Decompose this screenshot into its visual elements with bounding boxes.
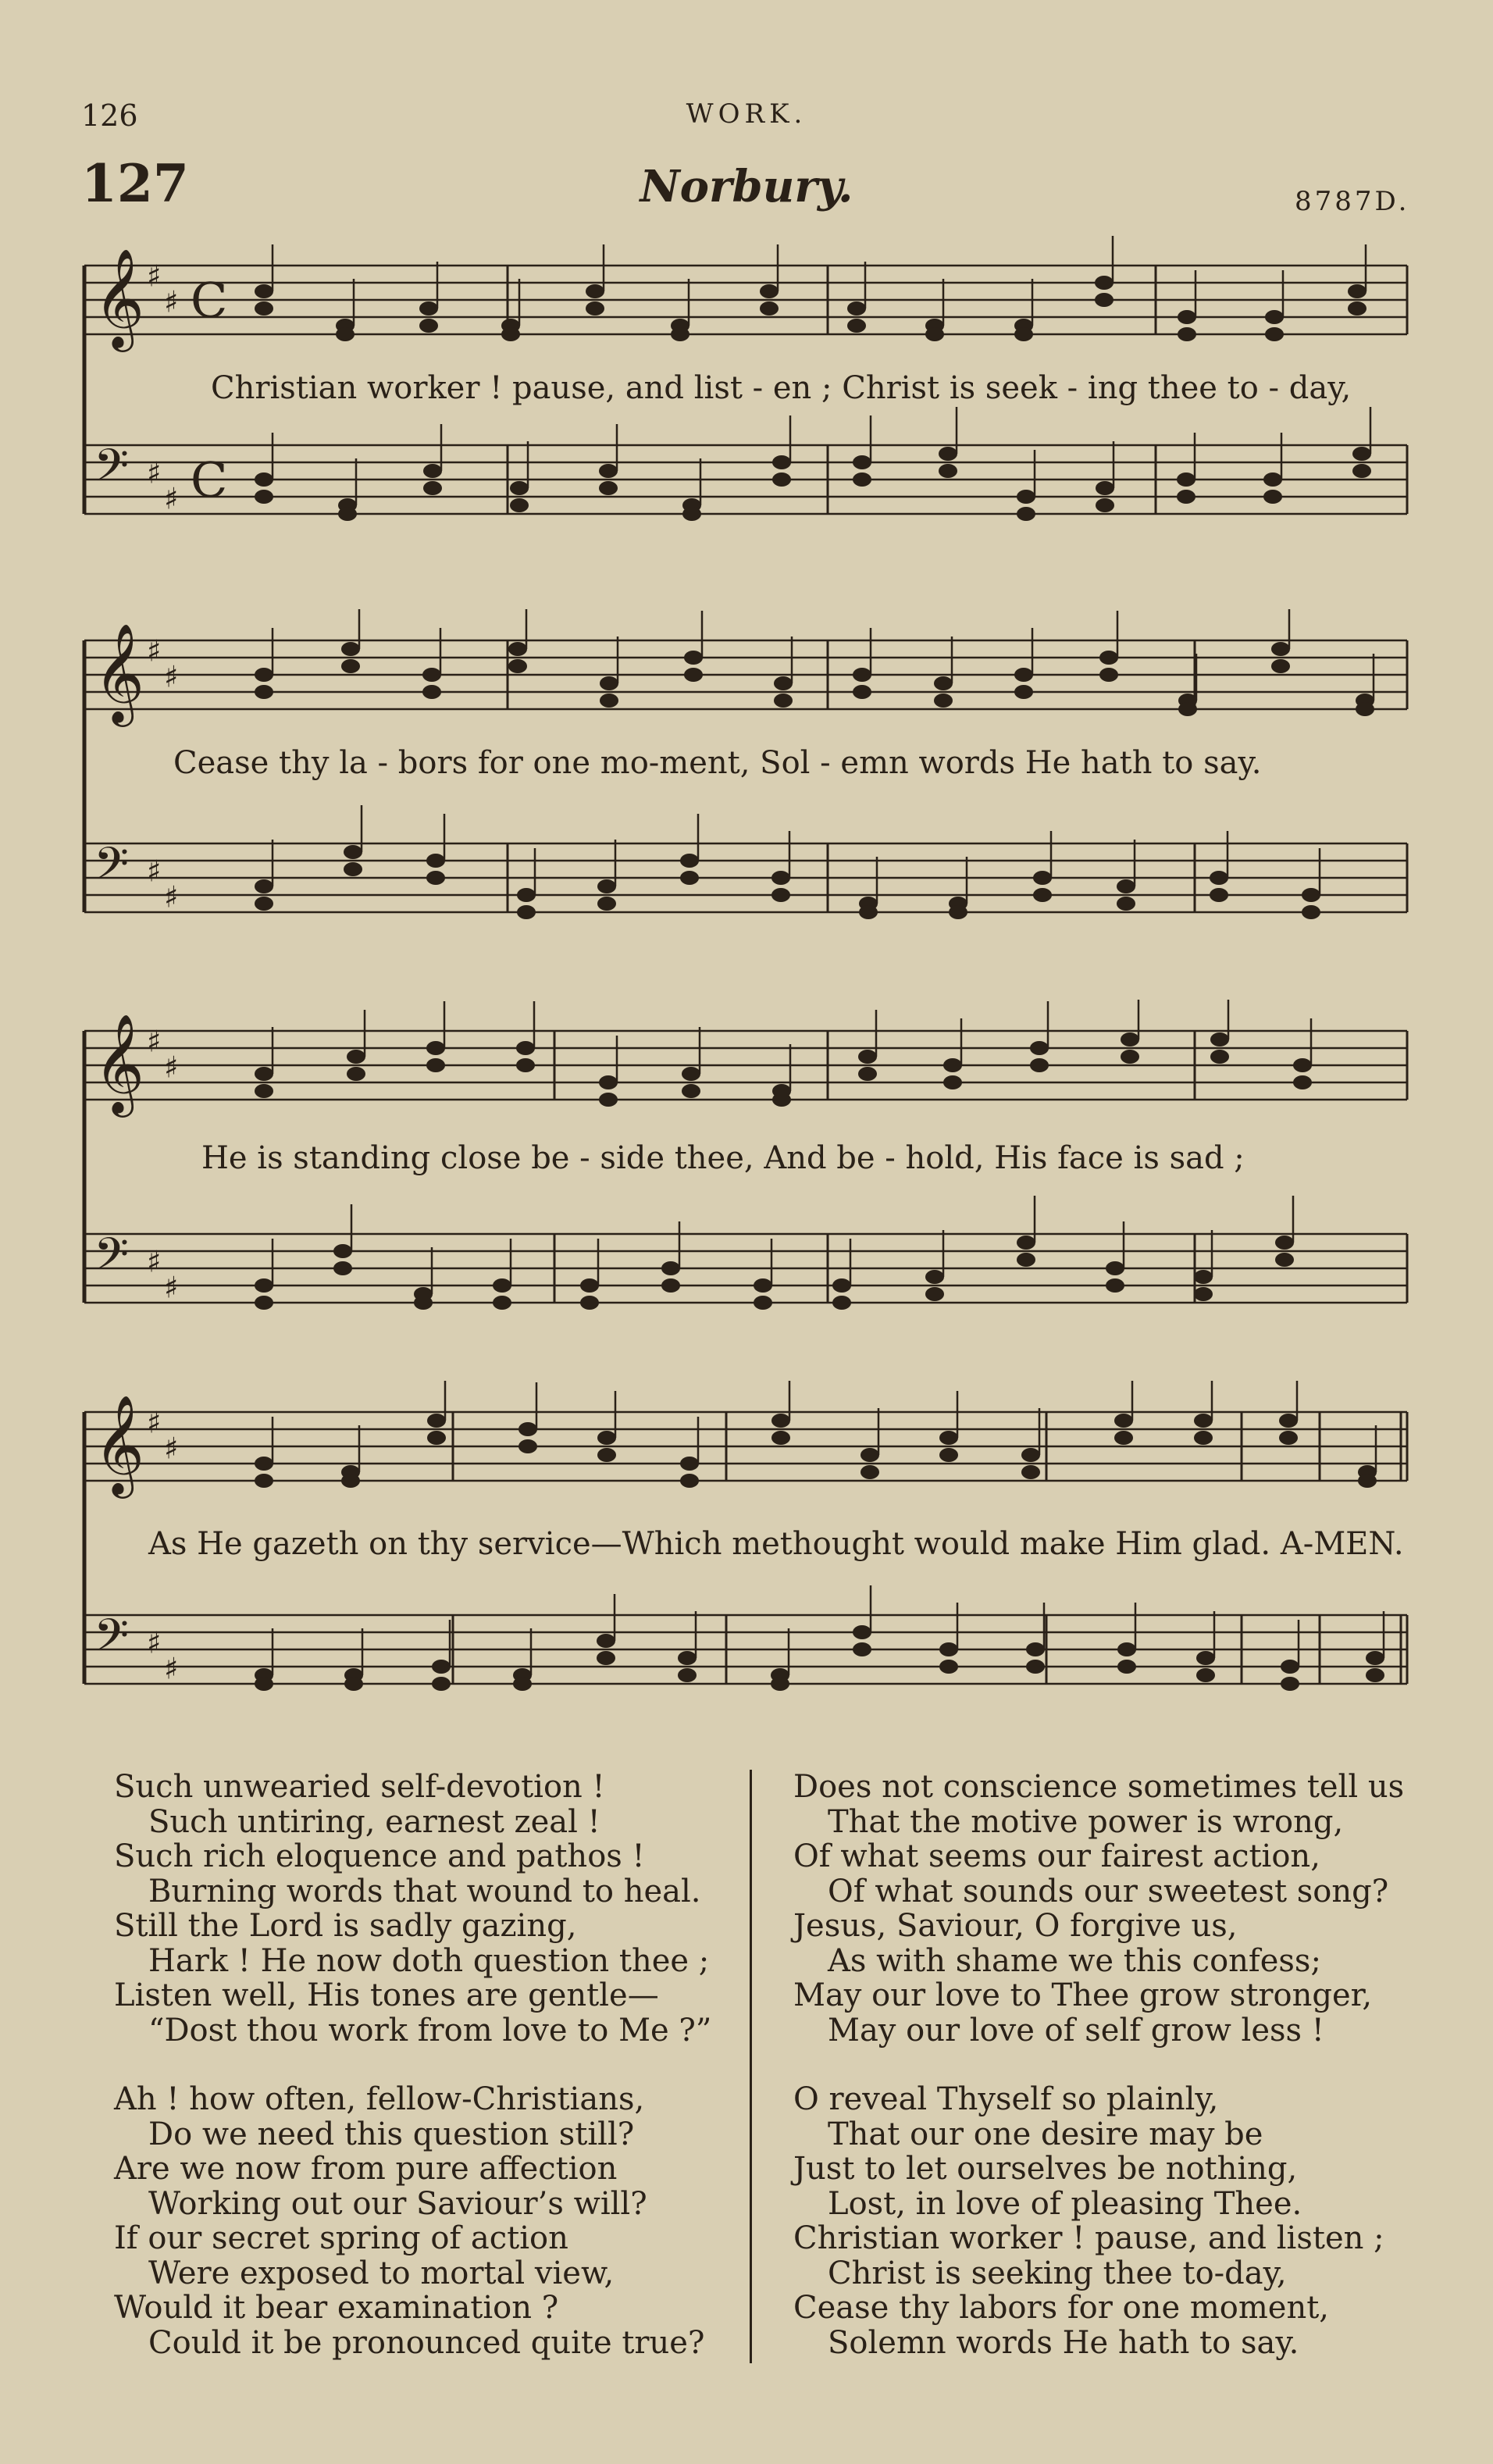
notehead: [853, 472, 871, 487]
notehead: [934, 676, 953, 690]
notehead: [255, 1296, 273, 1310]
verse-line: May our love to Thee grow stronger,: [793, 1977, 1373, 2013]
notehead: [1096, 481, 1114, 495]
tune-name: Norbury.: [640, 161, 853, 212]
notehead: [344, 1677, 363, 1691]
verse-line: Still the Lord is sadly gazing,: [114, 1908, 577, 1944]
notehead: [516, 1058, 535, 1072]
notehead: [426, 1041, 445, 1055]
notehead: [599, 464, 618, 478]
bass-clef-icon: 𝄢: [94, 1609, 130, 1674]
notehead: [1348, 301, 1367, 316]
notehead: [1021, 1448, 1040, 1462]
notehead: [934, 694, 953, 708]
notehead: [1302, 888, 1320, 902]
notehead: [858, 1050, 877, 1064]
verses-left-column: [114, 1770, 711, 2394]
notehead: [853, 668, 871, 682]
notehead: [678, 1668, 697, 1682]
notehead: [1014, 668, 1033, 682]
sharp-icon: ♯: [164, 1270, 179, 1305]
notehead: [1177, 472, 1195, 487]
notehead: [510, 498, 529, 512]
notehead: [1014, 327, 1033, 341]
notehead: [599, 1093, 618, 1107]
notehead: [1279, 1431, 1298, 1445]
notehead: [597, 879, 616, 893]
notehead: [599, 481, 618, 495]
notehead: [1366, 1651, 1384, 1665]
notehead: [347, 1067, 365, 1081]
notehead: [427, 1414, 446, 1428]
notehead: [772, 1093, 791, 1107]
bass-clef-icon: 𝄢: [94, 1228, 130, 1293]
notehead: [684, 651, 703, 665]
notehead: [427, 1431, 446, 1445]
notehead: [1095, 276, 1114, 290]
verse-line: Of what seems our fairest action,: [793, 1838, 1320, 1874]
notehead: [1017, 490, 1035, 504]
bass-clef-icon: 𝄢: [94, 439, 130, 504]
notehead: [1099, 668, 1118, 682]
notehead: [1178, 310, 1196, 324]
notehead: [1033, 871, 1052, 885]
verse-line: Listen well, His tones are gentle—: [114, 1977, 659, 2013]
notehead: [680, 1474, 699, 1488]
notehead: [1178, 702, 1197, 716]
notehead: [516, 1041, 535, 1055]
notehead: [754, 1296, 772, 1310]
verse-line: Such rich eloquence and pathos !: [114, 1838, 645, 1874]
notehead: [333, 1244, 352, 1258]
verse-line: Burning words that wound to heal.: [148, 1873, 701, 1910]
common-time-icon: C: [191, 451, 228, 508]
section-title: WORK.: [686, 98, 807, 130]
notehead: [1263, 472, 1282, 487]
verse-line: Working out our Saviour’s will?: [148, 2185, 647, 2222]
sharp-icon: ♯: [147, 854, 162, 889]
notehead: [853, 1642, 871, 1656]
notehead: [1114, 1431, 1133, 1445]
notehead: [255, 1278, 273, 1293]
notehead: [939, 1660, 958, 1674]
notehead: [754, 1278, 772, 1293]
notehead: [1281, 1660, 1299, 1674]
notehead: [1114, 1414, 1133, 1428]
notehead: [771, 1414, 790, 1428]
verse-line: Of what sounds our sweetest song?: [828, 1873, 1389, 1910]
notehead: [1302, 905, 1320, 919]
notehead: [939, 1431, 958, 1445]
notehead: [419, 301, 438, 316]
verse-line: “Dost thou work from love to Me ?”: [148, 2012, 712, 2049]
notehead: [333, 1261, 352, 1275]
notehead: [853, 1625, 871, 1639]
notehead: [859, 905, 878, 919]
notehead: [422, 668, 441, 682]
sharp-icon: ♯: [147, 1405, 162, 1440]
notehead: [423, 464, 442, 478]
notehead: [939, 1642, 958, 1656]
notehead: [347, 1050, 365, 1064]
notehead: [336, 327, 355, 341]
sharp-icon: ♯: [147, 1024, 162, 1059]
notehead: [943, 1075, 962, 1089]
notehead: [597, 1448, 616, 1462]
sharp-icon: ♯: [164, 1050, 179, 1085]
notehead: [1196, 1651, 1215, 1665]
notehead: [255, 897, 273, 911]
lyric-line-4: As He gazeth on thy service—Which methought would make Him glad. A-MEN.: [148, 1526, 1404, 1562]
notehead: [949, 905, 967, 919]
notehead: [338, 507, 357, 521]
sharp-icon: ♯: [147, 1244, 162, 1279]
notehead: [1275, 1236, 1294, 1250]
notehead: [1210, 1032, 1229, 1047]
verses-right-column: [793, 1770, 1404, 2394]
verse-line: Were exposed to mortal view,: [148, 2255, 615, 2291]
notehead: [255, 472, 273, 487]
verse-line: As with shame we this confess;: [828, 1942, 1321, 1979]
notehead: [1117, 1660, 1136, 1674]
notehead: [1177, 490, 1195, 504]
notehead: [1178, 327, 1196, 341]
notehead: [760, 284, 779, 298]
hymn-number: 127: [81, 153, 189, 214]
lyric-line-2: Cease thy la - bors for one mo-ment, Sol - emn words He hath to say.: [173, 745, 1262, 781]
notehead: [774, 676, 793, 690]
notehead: [925, 1270, 944, 1284]
notehead: [344, 845, 362, 859]
column-divider: [750, 1770, 752, 2363]
notehead: [847, 319, 866, 333]
notehead: [1030, 1058, 1049, 1072]
sharp-icon: ♯: [147, 455, 162, 490]
verse-line: Jesus, Saviour, O forgive us,: [793, 1908, 1238, 1944]
notehead: [682, 1067, 700, 1081]
notehead: [1099, 651, 1118, 665]
stanza-2: [114, 1770, 711, 2048]
notehead: [1352, 464, 1371, 478]
notehead: [939, 1448, 958, 1462]
notehead: [760, 301, 779, 316]
notehead: [1293, 1058, 1312, 1072]
music-system-1: [0, 234, 1493, 562]
notehead: [772, 472, 791, 487]
notehead: [1017, 507, 1035, 521]
notehead: [600, 694, 618, 708]
notehead: [1014, 685, 1033, 699]
notehead: [1095, 293, 1114, 307]
notehead: [771, 871, 790, 885]
notehead: [832, 1278, 851, 1293]
notehead: [580, 1278, 599, 1293]
notehead: [599, 1075, 618, 1089]
notehead: [597, 1634, 615, 1648]
notehead: [925, 1287, 944, 1301]
verse-line: Such untiring, earnest zeal !: [148, 1803, 600, 1840]
notehead: [939, 464, 957, 478]
verse-line: Are we now from pure affection: [114, 2151, 618, 2187]
page-number: 126: [81, 98, 138, 133]
notehead: [518, 1439, 537, 1453]
sharp-icon: ♯: [164, 1431, 179, 1466]
notehead: [1366, 1668, 1384, 1682]
notehead: [432, 1660, 451, 1674]
notehead: [255, 490, 273, 504]
notehead: [422, 685, 441, 699]
notehead: [517, 888, 536, 902]
sharp-icon: ♯: [164, 284, 179, 319]
notehead: [255, 284, 273, 298]
notehead: [1352, 447, 1371, 461]
sharp-icon: ♯: [164, 1651, 179, 1686]
notehead: [586, 301, 604, 316]
notehead: [517, 905, 536, 919]
notehead: [414, 1296, 433, 1310]
sharp-icon: ♯: [147, 1625, 162, 1660]
notehead: [1026, 1660, 1045, 1674]
notehead: [661, 1278, 680, 1293]
verse-line: Solemn words He hath to say.: [828, 2324, 1299, 2361]
notehead: [341, 1474, 360, 1488]
verse-line: Does not conscience sometimes tell us: [793, 1769, 1405, 1805]
notehead: [597, 897, 616, 911]
notehead: [774, 694, 793, 708]
notehead: [680, 871, 699, 885]
sharp-icon: ♯: [164, 879, 179, 915]
notehead: [1210, 871, 1228, 885]
notehead: [858, 1067, 877, 1081]
verse-line: Just to let ourselves be nothing,: [793, 2151, 1298, 2187]
notehead: [853, 685, 871, 699]
verse-line: Could it be pronounced quite true?: [148, 2324, 705, 2361]
notehead: [255, 668, 273, 682]
notehead: [493, 1296, 511, 1310]
notehead: [1265, 310, 1284, 324]
notehead: [597, 1651, 615, 1665]
notehead: [680, 854, 699, 868]
grand-staff-2: [0, 609, 1493, 953]
notehead: [1279, 1414, 1298, 1428]
sharp-icon: ♯: [164, 659, 179, 694]
lyric-line-3: He is standing close be - side thee, And be - hold, His face is sad ;: [201, 1140, 1245, 1176]
notehead: [925, 327, 944, 341]
notehead: [255, 685, 273, 699]
notehead: [341, 642, 360, 656]
verse-line: O reveal Thyself so plainly,: [793, 2081, 1219, 2117]
verse-line: Christ is seeking thee to-day,: [828, 2255, 1287, 2291]
stanza-3: [114, 2082, 711, 2360]
verse-line: If our secret spring of action: [114, 2220, 568, 2256]
treble-clef-icon: 𝄞: [94, 622, 145, 723]
notehead: [682, 1084, 700, 1098]
verse-line: Ah ! how often, fellow-Christians,: [114, 2081, 645, 2117]
sharp-icon: ♯: [164, 481, 179, 516]
notehead: [1281, 1677, 1299, 1691]
notehead: [861, 1465, 879, 1479]
verse-line: Do we need this question still?: [148, 2116, 635, 2152]
verse-line: Would it bear examination ?: [114, 2290, 559, 2326]
notehead: [1196, 1668, 1215, 1682]
notehead: [1121, 1032, 1139, 1047]
notehead: [1017, 1236, 1035, 1250]
notehead: [1194, 1287, 1213, 1301]
notehead: [678, 1651, 697, 1665]
notehead: [423, 481, 442, 495]
verse-line: Christian worker ! pause, and listen ;: [793, 2220, 1384, 2256]
notehead: [1356, 702, 1374, 716]
notehead: [939, 447, 957, 461]
treble-clef-icon: 𝄞: [94, 1013, 145, 1114]
verse-line: Cease thy labors for one moment,: [793, 2290, 1329, 2326]
notehead: [1117, 897, 1135, 911]
notehead: [255, 879, 273, 893]
sharp-icon: ♯: [147, 259, 162, 294]
notehead: [1033, 888, 1052, 902]
notehead: [1106, 1261, 1124, 1275]
notehead: [255, 301, 273, 316]
music-system-2: [0, 609, 1493, 953]
notehead: [1348, 284, 1367, 298]
treble-clef-icon: 𝄞: [94, 1394, 145, 1495]
notehead: [1021, 1465, 1040, 1479]
notehead: [1194, 1414, 1213, 1428]
notehead: [586, 284, 604, 298]
notehead: [501, 327, 520, 341]
notehead: [1194, 1431, 1213, 1445]
notehead: [426, 854, 445, 868]
notehead: [1026, 1642, 1045, 1656]
notehead: [684, 668, 703, 682]
notehead: [255, 1474, 273, 1488]
notehead: [1275, 1253, 1294, 1267]
notehead: [1121, 1050, 1139, 1064]
treble-clef-icon: 𝄞: [94, 248, 145, 348]
notehead: [661, 1261, 680, 1275]
notehead: [1358, 1474, 1377, 1488]
notehead: [508, 659, 527, 673]
notehead: [680, 1457, 699, 1471]
notehead: [597, 1431, 616, 1445]
notehead: [1271, 642, 1290, 656]
notehead: [432, 1677, 451, 1691]
notehead: [255, 1457, 273, 1471]
notehead: [1210, 888, 1228, 902]
notehead: [771, 1677, 789, 1691]
notehead: [1096, 498, 1114, 512]
lyric-line-1: Christian worker ! pause, and list - en ; Christ is seek - ing thee to - day,: [211, 370, 1352, 406]
notehead: [771, 888, 790, 902]
stanza-5: [793, 2082, 1404, 2360]
verse-line: Lost, in love of pleasing Thee.: [828, 2185, 1302, 2222]
notehead: [943, 1058, 962, 1072]
notehead: [255, 1084, 273, 1098]
verse-line: May our love of self grow less !: [828, 2012, 1324, 2049]
notehead: [1030, 1041, 1049, 1055]
verse-line: Such unwearied self-devotion !: [114, 1769, 605, 1805]
bass-clef-icon: 𝄢: [94, 837, 130, 902]
notehead: [1271, 659, 1290, 673]
notehead: [518, 1422, 537, 1436]
notehead: [671, 327, 689, 341]
notehead: [1117, 879, 1135, 893]
notehead: [341, 659, 360, 673]
notehead: [426, 1058, 445, 1072]
verse-line: That the motive power is wrong,: [828, 1803, 1344, 1840]
sharp-icon: ♯: [147, 633, 162, 669]
notehead: [853, 455, 871, 469]
notehead: [1017, 1253, 1035, 1267]
notehead: [344, 862, 362, 876]
notehead: [419, 319, 438, 333]
notehead: [847, 301, 866, 316]
notehead: [1263, 490, 1282, 504]
notehead: [861, 1448, 879, 1462]
common-time-icon: C: [191, 272, 228, 329]
notehead: [426, 871, 445, 885]
notehead: [508, 642, 527, 656]
verse-line: That our one desire may be: [828, 2116, 1263, 2152]
notehead: [1117, 1642, 1136, 1656]
notehead: [832, 1296, 851, 1310]
music-system-3: [0, 1000, 1493, 1343]
notehead: [771, 1431, 790, 1445]
notehead: [255, 1067, 273, 1081]
notehead: [255, 1677, 273, 1691]
meter: 8787D.: [1295, 186, 1410, 217]
notehead: [1265, 327, 1284, 341]
notehead: [1194, 1270, 1213, 1284]
notehead: [772, 455, 791, 469]
notehead: [600, 676, 618, 690]
notehead: [510, 481, 529, 495]
music-system-4: [0, 1381, 1493, 1740]
notehead: [1293, 1075, 1312, 1089]
notehead: [682, 507, 701, 521]
notehead: [1106, 1278, 1124, 1293]
notehead: [513, 1677, 532, 1691]
verse-line: Hark ! He now doth question thee ;: [148, 1942, 710, 1979]
notehead: [1210, 1050, 1229, 1064]
stanza-4: [793, 1770, 1404, 2048]
notehead: [580, 1296, 599, 1310]
notehead: [493, 1278, 511, 1293]
